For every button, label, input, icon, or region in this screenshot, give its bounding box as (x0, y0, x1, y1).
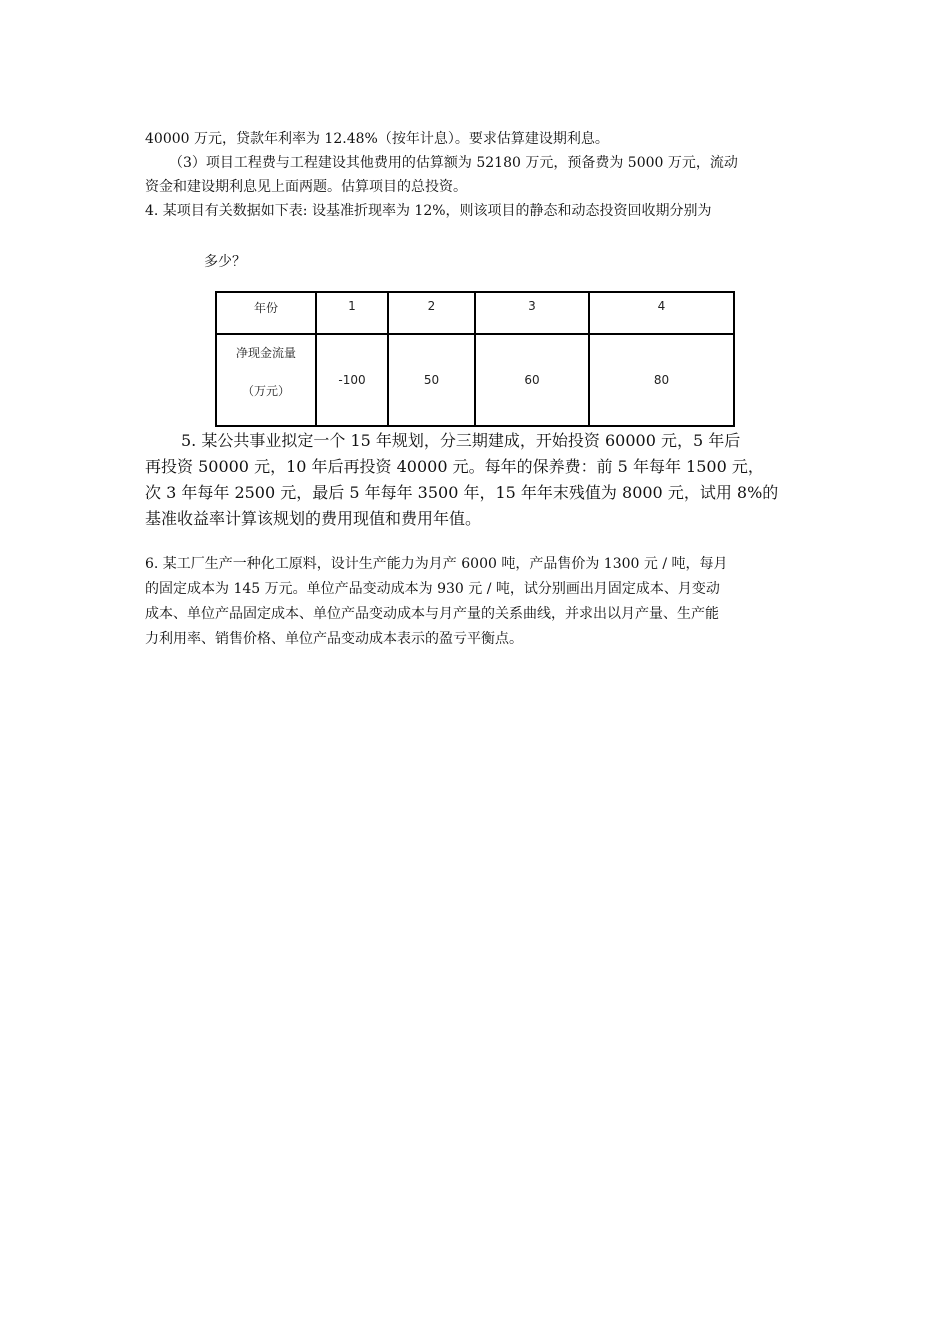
q3-line-1: 40000 万元，贷款年利率为 12.48%（按年计息）。要求估算建设期利息。 (145, 131, 609, 147)
table-row-label (216, 334, 316, 426)
table-year-cell: 3 (475, 292, 589, 334)
cash-flow-table (215, 291, 735, 427)
q3-line-3: 资金和建设期利息见上面两题。估算项目的总投资。 (145, 179, 467, 195)
q6-line-1: 6. 某工厂生产一种化工原料，设计生产能力为月产 6000 吨，产品售价为 1300 元 / 吨，每月 (145, 556, 728, 572)
q4-line-2: 多少？ (204, 254, 246, 270)
q5-line-3: 次 3 年每年 2500 元，最后 5 年每年 3500 年，15 年年末残值为 8000 元，试用 8%的 (145, 483, 779, 502)
q5-line-4: 基准收益率计算该规划的费用现值和费用年值。 (145, 509, 482, 528)
table-data-row (216, 334, 734, 426)
q5-line-2: 再投资 50000 元，10 年后再投资 40000 元。每年的保养费：前 5 年每年 1500 元， (145, 457, 764, 476)
table-year-cell: 4 (589, 292, 734, 334)
row-label-line-2: （万元） (241, 384, 290, 398)
table-value-cell: 60 (475, 334, 589, 426)
q3-line-2 (145, 151, 807, 175)
q6-line-3: 成本、单位产品固定成本、单位产品变动成本与月产量的关系曲线，并求出以月产量、生产能 (145, 606, 719, 622)
q3-line-2-text: （3）项目工程费与工程建设其他费用的估算额为 52180 万元，预备费为 5000 万元，流动 (169, 155, 738, 171)
row-label-line-1: 净现金流量 (235, 346, 296, 360)
table-value-cell: 50 (388, 334, 475, 426)
table-value-cell: -100 (316, 334, 388, 426)
q6-line-4: 力利用率、销售价格、单位产品变动成本表示的盈亏平衡点。 (145, 631, 523, 647)
table-year-cell: 1 (316, 292, 388, 334)
table-year-cell: 2 (388, 292, 475, 334)
table-header-label: 年份 (216, 292, 316, 334)
table-value-cell: 80 (589, 334, 734, 426)
table-header-row (216, 292, 734, 334)
q4-line-1: 4. 某项目有关数据如下表: 设基准折现率为 12%，则该项目的静态和动态投资回收期分别为 (145, 203, 712, 219)
q5-line-1: 5. 某公共事业拟定一个 15 年规划，分三期建成，开始投资 60000 元，5 年后 (181, 431, 741, 450)
q6-line-2: 的固定成本为 145 万元。单位产品变动成本为 930 元 / 吨，试分别画出月固定成本、月变动 (145, 581, 720, 597)
